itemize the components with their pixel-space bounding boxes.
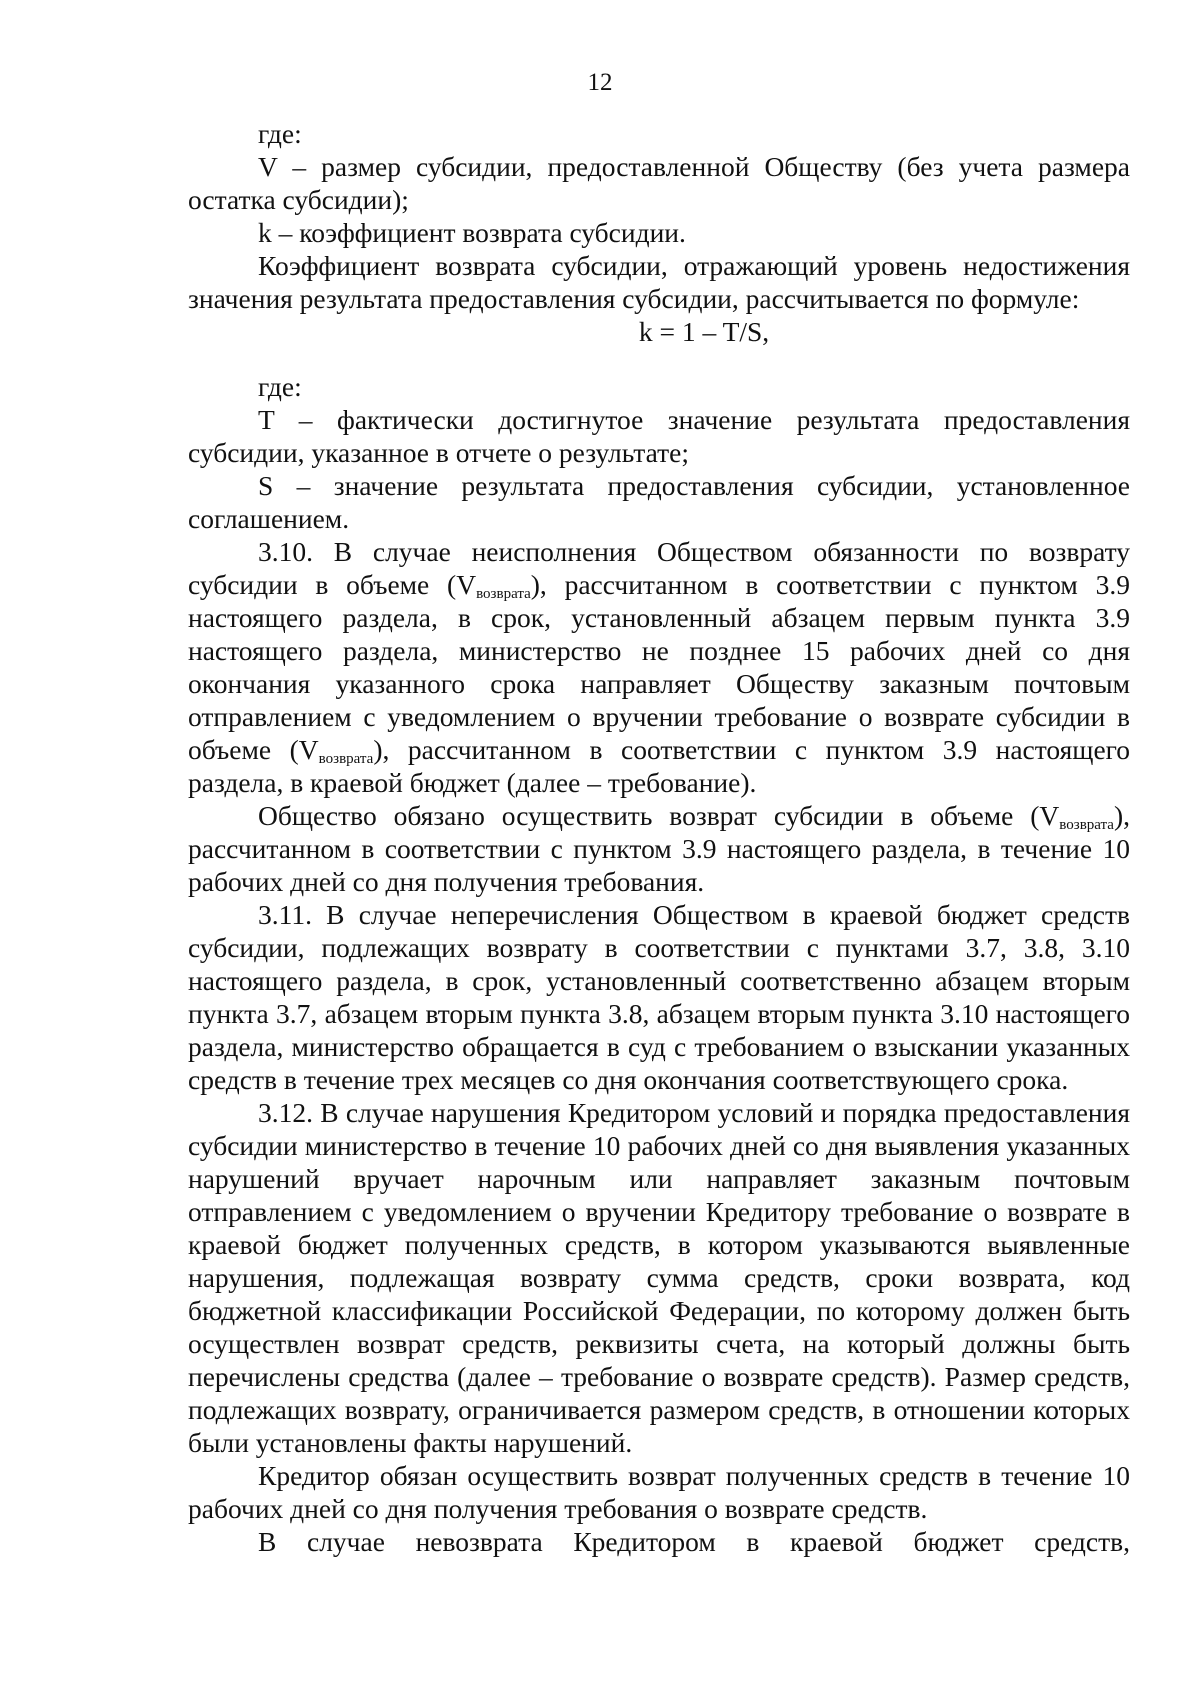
paragraph-creditor: Кредитор обязан осуществить возврат полученных средств в течение 10 рабочих дней со дня получения требования о возврате средств.	[188, 1460, 1130, 1524]
paragraph-k-definition: k – коэффициент возврата субсидии.	[258, 217, 686, 248]
paragraph-t-definition: T – фактически достигнутое значение результата предоставления субсидии, указанное в отчете о результате;	[188, 404, 1130, 468]
paragraph-3-10-part1: 3.10. В случае неисполнения Обществом обязанности по возврату субсидии в объеме (V	[188, 536, 1130, 600]
paragraph-coefficient: Коэффициент возврата субсидии, отражающий уровень недостижения значения результата предоставления субсидии, рассчитывается по формуле:	[188, 250, 1130, 314]
paragraph-3-10-part2: ), рассчитанном в соответствии с пунктом 3.9 настоящего раздела, в срок, установленный абзацем первым пункта 3.9 настоящего раздела, министерство не позднее 15 рабочих дней со дня окончания указанного срока направляет Обществу заказным почтовым отправлением с уведомлением о вручении требование о возврате субсидии в объеме (V	[188, 569, 1130, 765]
page-number: 12	[587, 69, 613, 96]
formula: k = 1 – T/S,	[638, 316, 770, 347]
paragraph-obligation-part2: ), рассчитанном в соответствии с пунктом 3.9 настоящего раздела, в течение 10 рабочих дней со дня получения требования.	[188, 800, 1130, 897]
paragraph-3-10-part3: ), рассчитанном в соответствии с пунктом 3.9 настоящего раздела, в краевой бюджет (далее – требование).	[188, 734, 1131, 798]
paragraph-3-11: 3.11. В случае неперечисления Обществом в краевой бюджет средств субсидии, подлежащих возврату в соответствии с пунктами 3.7, 3.8, 3.10 настоящего раздела, в срок, установленный соответственно абзацем вторым пункта 3.7, абзацем вторым пункта 3.8, абзацем вторым пункта 3.10 настоящего раздела, министерство обращается в суд с требованием о взыскании указанных средств в течение трех месяцев со дня окончания соответствующего срока.	[188, 899, 1130, 1095]
paragraph-3-10	[188, 535, 1130, 799]
paragraph-obligation-part1: Общество обязано осуществить возврат субсидии в объеме (V	[258, 800, 1060, 831]
paragraph-v-definition: V – размер субсидии, предоставленной Обществу (без учета размера остатка субсидии);	[188, 151, 1130, 215]
document-body	[188, 117, 1130, 1558]
subscript-vozvrata-1: возврата	[476, 586, 531, 602]
paragraph-where: где:	[258, 118, 302, 149]
subscript-vozvrata-3: возврата	[1059, 817, 1114, 833]
paragraph-last-line: В случае невозврата Кредитором в краевой бюджет средств,	[258, 1526, 1130, 1557]
subscript-vozvrata-2: возврата	[318, 751, 374, 767]
paragraph-s-definition: S – значение результата предоставления субсидии, установленное соглашением.	[188, 470, 1130, 534]
paragraph-where-2: где:	[258, 371, 302, 402]
paragraph-obligation	[188, 799, 1130, 898]
paragraph-3-12: 3.12. В случае нарушения Кредитором условий и порядка предоставления субсидии министерство в течение 10 рабочих дней со дня выявления указанных нарушений вручает нарочным или направляет заказным почтовым отправлением с уведомлением о вручении Кредитору требование о возврате в краевой бюджет полученных средств, в котором указываются выявленные нарушения, подлежащая возврату сумма средств, сроки возврата, код бюджетной классификации Российской Федерации, по которому должен быть осуществлен возврат средств, реквизиты счета, на который должны быть перечислены средства (далее – требование о возврате средств). Размер средств, подлежащих возврату, ограничивается размером средств, в отношении которых были установлены факты нарушений.	[188, 1097, 1130, 1458]
